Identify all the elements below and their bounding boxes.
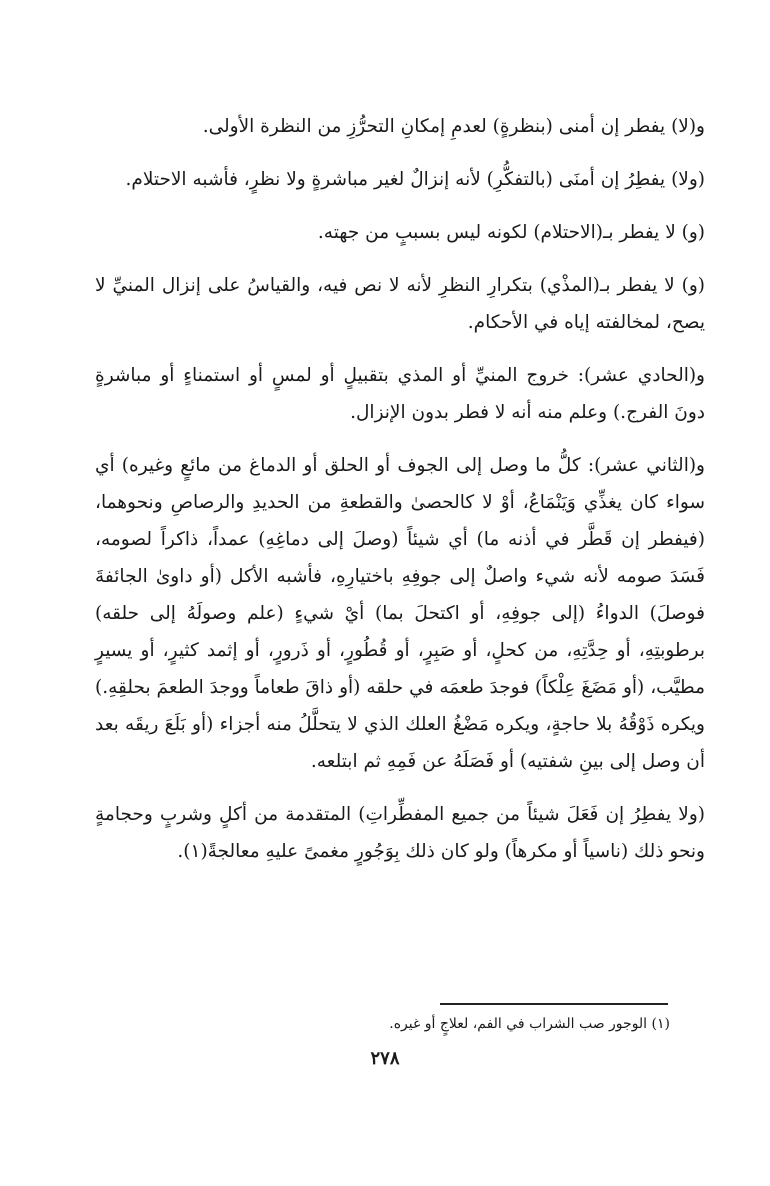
paragraph: (ولا يفطِرُ إن فَعَلَ شيئاً من جميع المفطِّراتِ) المتقدمة من أكلٍ وشربٍ وحجامةٍ ونحو ذلك (ناسياً أو مكرهاً) ولو كان ذلك بِوَجُورٍ مغمىً عليهِ معالجةً(١). xyxy=(95,804,705,862)
paragraph: و(لا) يفطر إن أمنى (بنظرةٍ) لعدمِ إمكانِ التحرُّزِ من النظرة الأولى. xyxy=(202,116,705,137)
paragraph: و(الثاني عشر): كلُّ ما وصل إلى الجوف أو الحلق أو الدماغ من مائعٍ وغيره) أي سواء كان يغذِّي وَيَنْمَاعُ، أوْ لا كالحصىٰ والقطعةِ من الحديدِ والرصاصِ ونحوهما، (فيفطر إن قَطَّر في أذنه ما) أي شيئاً (وصلَ إلى دماغِهِ) عمداً، ذاكراً لصومه، فَسَدَ صومه لأنه شيء واصلٌ إلى جوفِهِ باختيارِهِ، فأشبه الأكل (أو داوىٰ الجائفةَ فوصلَ) الدواءُ (إلى جوفِهِ، أو اكتحلَ بما) أيْ شيءٍ (علم وصولَهُ إلى حلقه) برطوبتِهِ، أو حِدَّتِهِ، من كحلٍ، أو صَبِرٍ، أو قُطُورٍ، أو ذَرورٍ، أو إثمد كثيرٍ، أو يسيرٍ مطيَّب، (أو مَضَغَ عِلْكاً) فوجدَ طعمَه في حلقه (أو ذاقَ طعاماً ووجدَ الطعمَ بحلقِهِ.) ويكره ذَوْقُهُ بلا حاجةٍ، ويكره مَضْغُ العلك الذي لا يتحلَّلُ منه أجزاء (أو بَلَعَ ريقَه بعد أن وصل إلى بينِ شفتيه) أو فَصَلَهُ عن فَمِهِ ثم ابتلعه. xyxy=(95,455,705,772)
paragraph: (ولا) يفطِرُ إن أمنَى (بالتفكُّرِ) لأنه إنزالٌ لغير مباشرةٍ ولا نظرٍ، فأشبه الاحتلام. xyxy=(125,169,705,190)
page-body xyxy=(95,108,705,886)
paragraph: و(الحادي عشر): خروج المنيِّ أو المذي بتقبيلٍ أو لمسٍ أو استمناءٍ أو مباشرةٍ دونَ الفرج.) وعلم منه أنه لا فطر بدون الإنزال. xyxy=(95,365,705,423)
page-number: ٢٧٨ xyxy=(370,1048,400,1069)
footnote-divider xyxy=(440,1003,668,1005)
footnote: (١) الوجور صب الشراب في الفم، لعلاجٍ أو غيره. xyxy=(389,1016,670,1032)
paragraph: (و) لا يفطر بـ(الاحتلام) لكونه ليس بسببٍ من جهته. xyxy=(317,222,705,243)
paragraph: (و) لا يفطر بـ(المذْي) بتكرارِ النظرِ لأنه لا نص فيه، والقياسُ على إنزال المنيِّ لا يصح، لمخالفته إياه في الأحكام. xyxy=(95,275,705,333)
